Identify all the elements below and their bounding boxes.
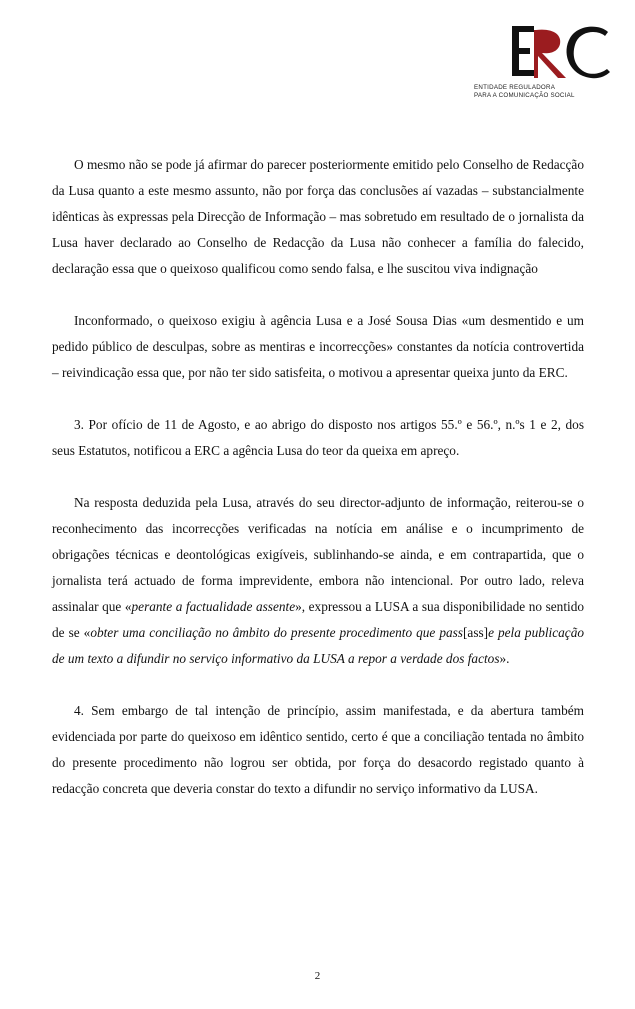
paragraph-4: [52, 490, 584, 672]
paragraph-4-text-c: », expressou a LUSA a sua disponibilidade no sentido de se «: [52, 599, 585, 640]
logo-caption-line1: ENTIDADE REGULADORA: [474, 84, 556, 91]
paragraph-4-quote-1: perante a factualidade assente: [131, 599, 296, 614]
paragraph-4-text-a: Na resposta deduzida pela Lusa, através do seu director-adjunto de informação, reiterou-se o reconhecimento das incorrecções verificadas na notícia em análise e o incumprimento de obrigações técnicas e deontológicas exigíveis, sublinhando-se ainda, e em contrapartida, que o jornalista terá actuado de forma imprevidente, embora não intencional. Por outro lado, releva assinalar que «: [52, 495, 584, 614]
erc-logo: [470, 22, 620, 110]
page-number: 2: [314, 970, 321, 982]
paragraph-2: Inconformado, o queixoso exigiu à agência Lusa e a José Sousa Dias «um desmentido e um pedido público de desculpas, sobre as mentiras e incorrecções» constantes da notícia controvertida – reivindicação essa que, por não ter sido satisfeita, o motivou a apresentar queixa junto da ERC.: [52, 313, 584, 380]
paragraph-1: O mesmo não se pode já afirmar do parecer posteriormente emitido pelo Conselho de Redacção da Lusa quanto a este mesmo assunto, não por força das conclusões aí vazadas – substancialmente idênticas às expressas pela Direcção de Informação – mas sobretudo em resultado de o jornalista da Lusa haver declarado ao Conselho de Redacção da Lusa não conhecer a família do falecido, declaração essa que o queixoso qualificou como sendo falsa, e lhe suscitou viva indignação: [52, 157, 584, 276]
paragraph-3: 3. Por ofício de 11 de Agosto, e ao abrigo do disposto nos artigos 55.º e 56.º, n.ºs 1 e 2, dos seus Estatutos, notificou a ERC a agência Lusa do teor da queixa em apreço.: [52, 417, 584, 458]
logo-caption-line2: PARA A COMUNICAÇÃO SOCIAL: [474, 92, 575, 99]
paragraph-5: 4. Sem embargo de tal intenção de princípio, assim manifestada, e da abertura também evidenciada por parte do queixoso em idêntico sentido, certo é que a conciliação tentada no âmbito do presente procedimento não logrou ser obtida, por força do desacordo registado quanto à redacção concreta que deveria constar do texto a difundir no serviço informativo da LUSA.: [52, 703, 584, 796]
paragraph-4-quote-3: e pela publicação de um texto a difundir no serviço informativo da LUSA a repor a verdade dos factos: [52, 625, 584, 666]
paragraph-4-insertion: [ass]: [462, 625, 489, 640]
document-body: [52, 152, 584, 802]
erc-logo-mark: [508, 22, 618, 82]
paragraph-4-text-g: ».: [499, 651, 510, 666]
paragraph-4-quote-2: obter uma conciliação no âmbito do presente procedimento que pass: [90, 625, 463, 640]
